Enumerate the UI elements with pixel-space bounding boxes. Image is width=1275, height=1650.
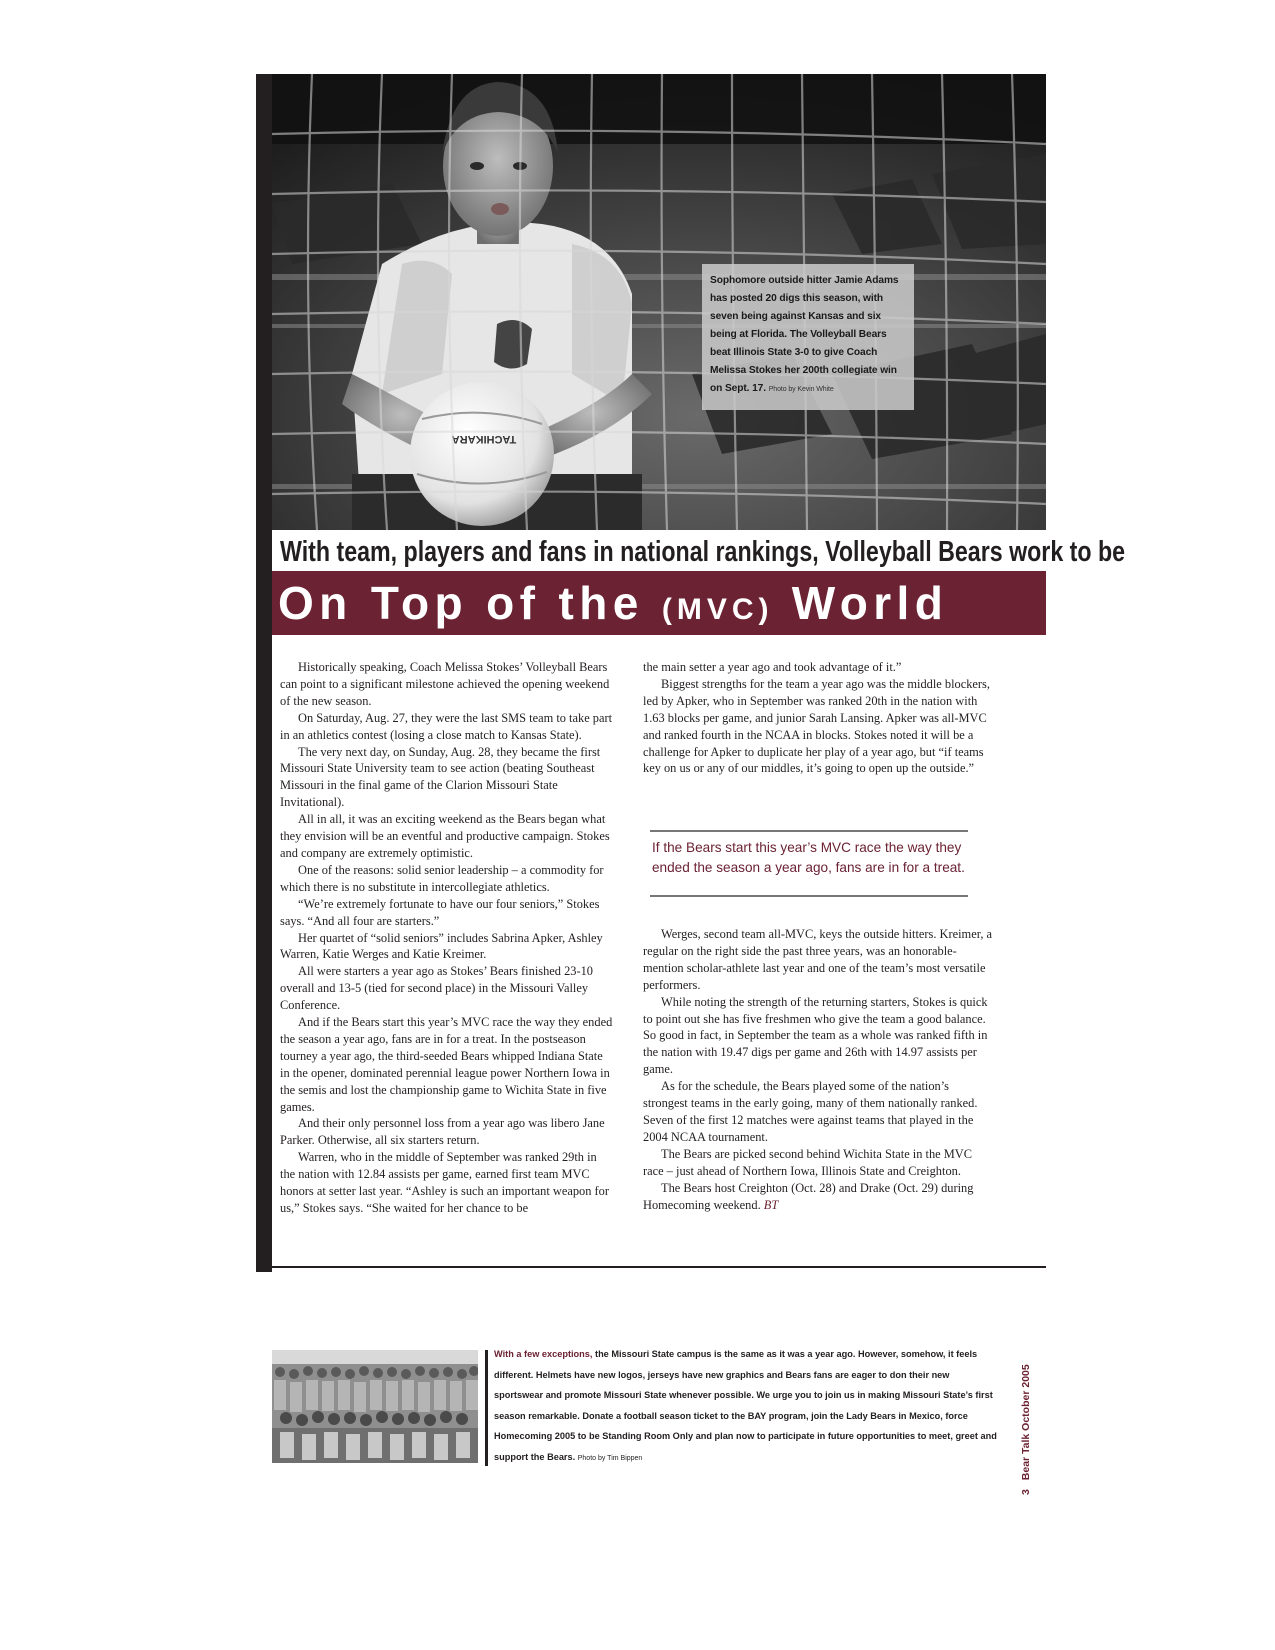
article-column-right-bottom bbox=[643, 926, 993, 1213]
article-paragraph: Werges, second team all-MVC, keys the outside hitters. Kreimer, a regular on the right side the past three years, was an honorable-mention scholar-athlete last year and one of the team’s most versatile performers. bbox=[643, 927, 993, 992]
promo-divider bbox=[485, 1350, 488, 1466]
pull-quote-rule-bottom bbox=[650, 895, 968, 897]
left-margin-bar bbox=[256, 74, 272, 1272]
headline-kicker: With team, players and fans in national rankings, Volleyball Bears work to be bbox=[280, 536, 1126, 568]
article-paragraph: As for the schedule, the Bears played some of the nation’s strongest teams in the early going, many of them nationally ranked. Seven of the first 12 matches were against teams that played in the 2004 NCAA tournament. bbox=[643, 1079, 978, 1144]
fans-crowd-photo bbox=[272, 1350, 478, 1463]
pull-quote-rule-top bbox=[650, 830, 968, 832]
promo-body: the Missouri State campus is the same as it was a year ago. However, somehow, it feels different. Helmets have new logos, jerseys have new graphics and Bears fans are eager to don their new sportswear and promote Missouri State whenever possible. We urge you to join us in making Missouri State’s first season remarkable. Donate a football season ticket to the BAY program, join the Lady Bears in Mexico, force Homecoming 2005 to be Standing Room Only and plan now to participate in future opportunities to meet, greet and support the Bears. bbox=[494, 1349, 997, 1462]
page-folio bbox=[1020, 1345, 1034, 1495]
article-paragraph: And their only personnel loss from a year ago was libero Jane Parker. Otherwise, all six starters return. bbox=[280, 1116, 605, 1148]
promo-text bbox=[494, 1344, 1000, 1470]
headline-title bbox=[278, 571, 948, 635]
publication-name: Bear Talk October 2005 bbox=[1020, 1364, 1032, 1481]
photo-credit: Photo by Kevin White bbox=[768, 386, 834, 393]
title-part-2: (MVC) bbox=[661, 593, 774, 626]
article-paragraph: And if the Bears start this year’s MVC race the way they ended the season a year ago, fans are in for a treat. In the postseason tourney a year ago, the third-seeded Bears whipped Indiana State in the opener, dominated perennial league power Northern Iowa in the semis and lost the championship game to Wichita State in five games. bbox=[280, 1015, 613, 1114]
pull-quote: If the Bears start this year’s MVC race the way they ended the season a year ago, fans are in for a treat. bbox=[652, 840, 965, 875]
ball-brand-label: TACHIKARA bbox=[451, 433, 517, 445]
bt-signoff: BT bbox=[763, 1197, 779, 1212]
photo-caption-text: Sophomore outside hitter Jamie Adams has posted 20 digs this season, with seven being against Kansas and six being at Florida. The Volleyball Bears beat Illinois State 3-0 to give Coach Melissa Stokes her 200th collegiate win on Sept. 17. bbox=[710, 275, 899, 394]
article-paragraph: The Bears are picked second behind Wichita State in the MVC race – just ahead of Northern Iowa, Illinois State and Creighton. bbox=[643, 1146, 973, 1178]
photo-caption bbox=[702, 264, 914, 410]
volleyball-player-photo bbox=[272, 74, 1046, 530]
page-number: 3 bbox=[1020, 1489, 1032, 1495]
article-paragraph: While noting the strength of the returning starters, Stokes is quick to point out she has five freshmen who give the team a good balance. So good in fact, in September the team as a whole was ranked fifth in the nation with 19.47 digs per game and 26th with 14.97 assists per game. bbox=[643, 994, 988, 1077]
article-bottom-rule bbox=[272, 1266, 1046, 1268]
closing-text: The Bears host Creighton (Oct. 28) and Drake (Oct. 29) during Homecoming weekend. bbox=[643, 1180, 974, 1212]
article-continuation: the main setter a year ago and took advantage of it.” bbox=[643, 660, 902, 674]
article-paragraph: Warren, who in the middle of September was ranked 29th in the nation with 12.84 assists per game, earned first team MVC honors at setter last year. “Ashley is such an important weapon for us,” Stokes says. “She waited for her chance to be bbox=[280, 1150, 609, 1215]
article-paragraph: Her quartet of “solid seniors” includes Sabrina Apker, Ashley Warren, Katie Werges and Katie Kreimer. bbox=[280, 930, 603, 962]
title-part-3: World bbox=[791, 577, 949, 629]
article-paragraph: On Saturday, Aug. 27, they were the last SMS team to take part in an athletics contest (losing a close match to Kansas State). bbox=[280, 710, 613, 742]
article-paragraph: Historically speaking, Coach Melissa Stokes’ Volleyball Bears can point to a significant milestone achieved the opening weekend of the new season. bbox=[280, 660, 610, 708]
article-paragraph: “We’re extremely fortunate to have our four seniors,” Stokes says. “And all four are starters.” bbox=[280, 896, 600, 928]
article-paragraph: All in all, it was an exciting weekend as the Bears began what they envision will be an eventful and productive campaign. Stokes and company are extremely optimistic. bbox=[280, 812, 610, 860]
article-paragraph: One of the reasons: solid senior leadership – a commodity for which there is no substitute in intercollegiate athletics. bbox=[280, 862, 604, 894]
article-closing-paragraph bbox=[643, 1180, 993, 1214]
crowd-photo-image bbox=[272, 1350, 478, 1463]
article-column-right-top bbox=[643, 659, 993, 777]
article-paragraph: The very next day, on Sunday, Aug. 28, they became the first Missouri State University team to see action (beating Southeast Missouri in the final game of the Clarion Missouri State Invitational). bbox=[280, 744, 601, 810]
article-column-left bbox=[280, 659, 614, 1217]
promo-lead: With a few exceptions, bbox=[494, 1349, 593, 1359]
article-paragraph: Biggest strengths for the team a year ago was the middle blockers, led by Apker, who in September was ranked 20th in the nation with 1.63 blocks per game, and junior Sarah Lansing. Apker was all-MVC and ranked fourth in the NCAA in blocks. Stokes noted it will be a challenge for Apker to duplicate her play of a year ago, but “if teams key on us or any of our middles, it’s going to open up the outside.” bbox=[643, 676, 990, 776]
hero-photo bbox=[272, 74, 1046, 530]
title-band bbox=[272, 571, 1046, 635]
title-part-1: On Top of the bbox=[278, 577, 644, 629]
article-paragraph: All were starters a year ago as Stokes’ Bears finished 23-10 overall and 13-5 (tied for second place) in the Missouri Valley Conference. bbox=[280, 964, 593, 1013]
promo-photo-credit: Photo by Tim Bippen bbox=[577, 1454, 643, 1462]
